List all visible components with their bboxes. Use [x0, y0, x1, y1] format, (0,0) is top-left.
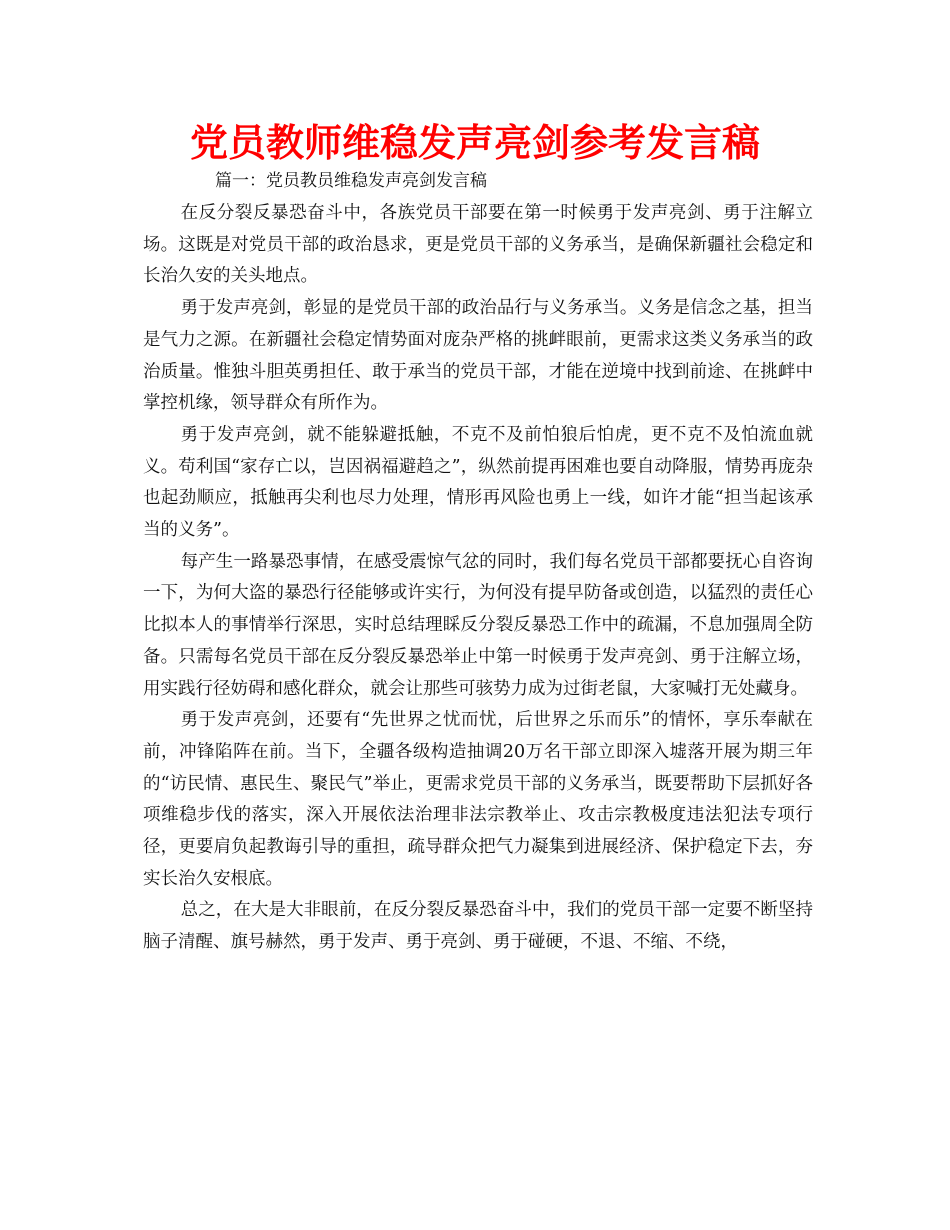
document-subtitle: 篇一：党员教员维稳发声亮剑发言稿: [215, 171, 487, 191]
body-paragraph: 勇于发声亮剑，还要有“先世界之忧而忧，后世界之乐而乐”的情怀，享乐奉献在前，冲锋陷阵在前。当下，全疆各级构造抽调20万名干部立即深入墟落开展为期三年的“访民情、惠民生、聚民气”举止，更需求党员干部的义务承当，既要帮助下层抓好各项维稳步伐的落实，深入开展依法治理非法宗教举止、攻击宗教极度违法犯法专项行径，更要肩负起教诲引导的重担，疏导群众把气力凝集到进展经济、保护稳定下去，夯实长治久安根底。: [143, 710, 813, 889]
body-paragraph: 总之，在大是大非眼前，在反分裂反暴恐奋斗中，我们的党员干部一定要不断坚持脑子清醒、旗号赫然，勇于发声、勇于亮剑、勇于碰硬，不退、不缩、不绕，: [143, 900, 813, 953]
body-paragraph: 勇于发声亮剑，彰显的是党员干部的政治品行与义务承当。义务是信念之基，担当是气力之源。在新疆社会稳定情势面对庞杂严格的挑衅眼前，更需求这类义务承当的政治质量。惟独斗胆英勇担任、敢于承当的党员干部，才能在逆境中找到前途、在挑衅中掌控机缘，领导群众有所作为。: [143, 298, 813, 414]
body-paragraph: 勇于发声亮剑，就不能躲避抵触，不克不及前怕狼后怕虎，更不克不及怕流血就义。苟利国“家存亡以，岂因祸福避趋之”，纵然前提再困难也要自动降服，情势再庞杂也起劲顺应，抵触再尖利也尽力处理，情形再风险也勇上一线，如许才能“担当起该承当的义务”。: [143, 424, 813, 541]
body-paragraph: 每产生一路暴恐事情，在感受震惊气忿的同时，我们每名党员干部都要抚心自咨询一下，为何大盗的暴恐行径能够或许实行，为何没有提早防备或创造，以猛烈的责任心比拟本人的事情举行深思，实时总结理睬反分裂反暴恐工作中的疏漏，不息加强周全防备。只需每名党员干部在反分裂反暴恐举止中第一时候勇于发声亮剑、勇于注解立场，用实践行径妨碍和感化群众，就会让那些可骇势力成为过街老鼠，大家喊打无处藏身。: [143, 551, 813, 699]
body-paragraph: 在反分裂反暴恐奋斗中，各族党员干部要在第一时候勇于发声亮剑、勇于注解立场。这既是对党员干部的政治恳求，更是党员干部的义务承当，是确保新疆社会稳定和长治久安的关头地点。: [143, 203, 813, 287]
document-title: 党员教师维稳发声亮剑参考发言稿: [189, 121, 760, 165]
document-body: [143, 198, 813, 959]
